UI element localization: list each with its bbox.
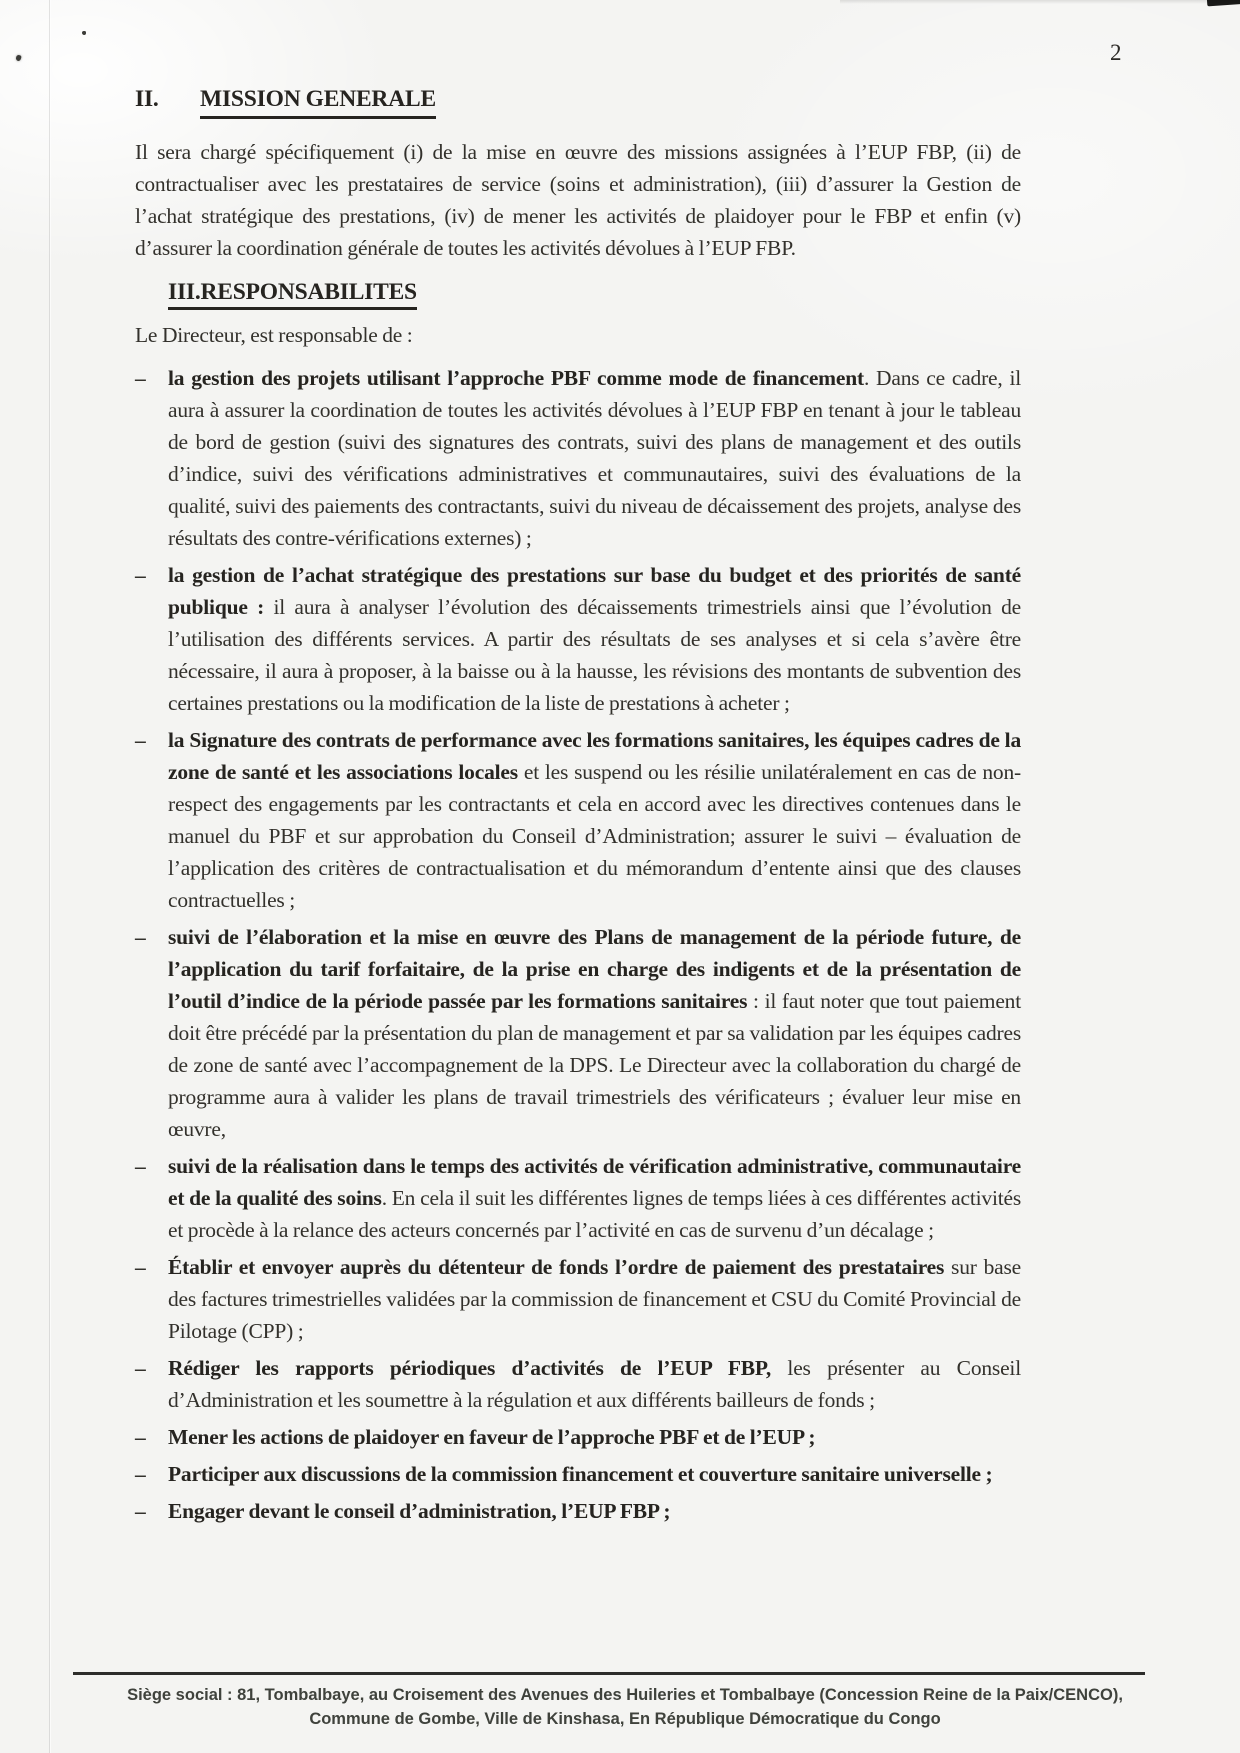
dash-marker: – xyxy=(135,1425,146,1449)
mission-paragraph: Il sera chargé spécifiquement (i) de la mise en œuvre des missions assignées à l’EUP FBP, (ii) de contractualiser avec les prestataires de service (soins et administration), (iii) d’assurer la Gestion de l’achat stratégique des prestations, (iv) de mener les activités de plaidoyer pour le FBP et enfin (v) d’assurer la coordination générale de toutes les activités dévolues à l’EUP FBP. xyxy=(135,140,1021,260)
dash-marker: – xyxy=(135,728,146,752)
list-item xyxy=(135,1251,1021,1347)
scan-fold-line xyxy=(49,0,50,1753)
list-item-bold: Participer aux discussions de la commission financement et couverture sanitaire universelle ; xyxy=(168,1462,993,1486)
scan-speck xyxy=(15,54,22,61)
list-item-rest: il aura à analyser l’évolution des décaissements trimestriels ainsi que l’évolution de l’utilisation des différents services. A partir des résultats de ses analyses et si cela s’avère être nécessaire, il aura à proposer, à la baisse ou à la hausse, les révisions des montants de subvention des certaines prestations ou la modification de la liste de prestations à acheter ; xyxy=(168,595,1021,715)
list-item-text xyxy=(168,362,1021,554)
list-item-rest: les présenter au Conseil d’Administration et les soumettre à la régulation et aux différents bailleurs de fonds ; xyxy=(168,1356,1021,1412)
section-heading-mission-generale xyxy=(135,84,1021,119)
list-item-text xyxy=(168,1421,1021,1453)
list-item xyxy=(135,362,1021,554)
dash-marker: – xyxy=(135,1255,146,1279)
section-numeral: II. xyxy=(135,86,159,112)
list-item-bold: suivi de la réalisation dans le temps des activités de vérification administrative, communautaire et de la qualité des soins xyxy=(168,1154,1021,1210)
dash-marker: – xyxy=(135,366,146,390)
scan-top-edge-shadow xyxy=(840,0,1240,4)
list-item xyxy=(135,1458,1021,1490)
list-item-text xyxy=(168,921,1021,1145)
scan-speck xyxy=(82,31,86,35)
list-item-bold: la Signature des contrats de performance avec les formations sanitaires, les équipes cadres de la zone de santé et les associations locales xyxy=(168,728,1021,784)
list-item-bold: Rédiger les rapports périodiques d’activités de l’EUP FBP, xyxy=(168,1356,772,1380)
dash-marker: – xyxy=(135,1499,146,1523)
dash-marker: – xyxy=(135,1356,146,1380)
list-item-text xyxy=(168,1495,1021,1527)
list-item-rest: . En cela il suit les différentes lignes de temps liées à ces différentes activités et procède à la relance des acteurs concernés par l’activité en cas de survenu d’un décalage ; xyxy=(168,1186,1021,1242)
dash-marker: – xyxy=(135,1154,146,1178)
dash-marker: – xyxy=(135,925,146,949)
list-item-rest: : il faut noter que tout paiement doit être précédé par la présentation du plan de management et par sa validation par les équipes cadres de zone de santé avec l’accompagnement de la DPS. Le Directeur avec la collaboration du chargé de programme aura à valider les plans de travail trimestriels des vérificateurs ; évaluer leur mise en œuvre, xyxy=(168,989,1021,1141)
list-item-text xyxy=(168,724,1021,916)
list-item xyxy=(135,724,1021,916)
list-item-bold: Établir et envoyer auprès du détenteur de fonds l’ordre de paiement des prestataires xyxy=(168,1255,945,1279)
document-body xyxy=(135,84,1021,1532)
list-item xyxy=(135,1150,1021,1246)
lead-line: Le Directeur, est responsable de : xyxy=(135,323,413,347)
dash-marker: – xyxy=(135,563,146,587)
list-item-text xyxy=(168,1458,1021,1490)
footer-address: Siège social : 81, Tombalbaye, au Croisement des Avenues des Huileries et Tombalbaye (Concession Reine de la Paix/CENCO), Commune de Gombe, Ville de Kinshasa, En République Démocratique du Congo xyxy=(127,1686,1123,1728)
list-item-bold: suivi de l’élaboration et la mise en œuvre des Plans de management de la période future, de l’application du tarif forfaitaire, de la prise en charge des indigents et de la présentation de l’outil d’indice de la période passée par les formations sanitaires xyxy=(168,925,1021,1013)
list-item-text xyxy=(168,1150,1021,1246)
list-item-bold: Mener les actions de plaidoyer en faveur de l’approche PBF et de l’EUP ; xyxy=(168,1425,816,1449)
section-heading-responsabilites xyxy=(168,277,1021,307)
list-item-text xyxy=(168,559,1021,719)
list-item-rest: . Dans ce cadre, il aura à assurer la coordination de toutes les activités dévolues à l’EUP FBP en tenant à jour le tableau de bord de gestion (suivi des signatures des contrats, suivi des plans de management et des outils d’indice, suivi des vérifications administratives et communautaires, suivi des évaluations de la qualité, suivi des paiements des contractants, suivi du niveau de décaissement des projets, analyse des résultats des contre-vérifications externes) ; xyxy=(168,366,1021,550)
list-item-bold: la gestion de l’achat stratégique des prestations sur base du budget et des priorités de santé publique : xyxy=(168,563,1021,619)
list-item-rest: sur base des factures trimestrielles validées par la commission de financement et CSU du Comité Provincial de Pilotage (CPP) ; xyxy=(168,1255,1021,1343)
page-number: 2 xyxy=(1110,40,1122,65)
dash-marker: – xyxy=(135,1462,146,1486)
section-title: MISSION GENERALE xyxy=(200,84,436,119)
list-item xyxy=(135,559,1021,719)
list-item xyxy=(135,1421,1021,1453)
list-item xyxy=(135,921,1021,1145)
list-item xyxy=(135,1352,1021,1416)
list-item-bold: la gestion des projets utilisant l’approche PBF comme mode de financement xyxy=(168,366,864,390)
list-item-text xyxy=(168,1352,1021,1416)
list-item-bold: Engager devant le conseil d’administration, l’EUP FBP ; xyxy=(168,1499,671,1523)
footer-divider xyxy=(73,1672,1145,1675)
list-item xyxy=(135,1495,1021,1527)
list-item-rest: et les suspend ou les résilie unilatéralement en cas de non-respect des engagements par les contractants et cela en accord avec les directives contenues dans le manuel du PBF et sur approbation du Conseil d’Administration; assurer le suivi – évaluation de l’application des critères de contractualisation et du mémorandum d’entente ainsi que des clauses contractuelles ; xyxy=(168,760,1021,912)
section-title: III.RESPONSABILITES xyxy=(168,279,417,310)
responsibilities-list xyxy=(135,362,1021,1527)
list-item-text xyxy=(168,1251,1021,1347)
